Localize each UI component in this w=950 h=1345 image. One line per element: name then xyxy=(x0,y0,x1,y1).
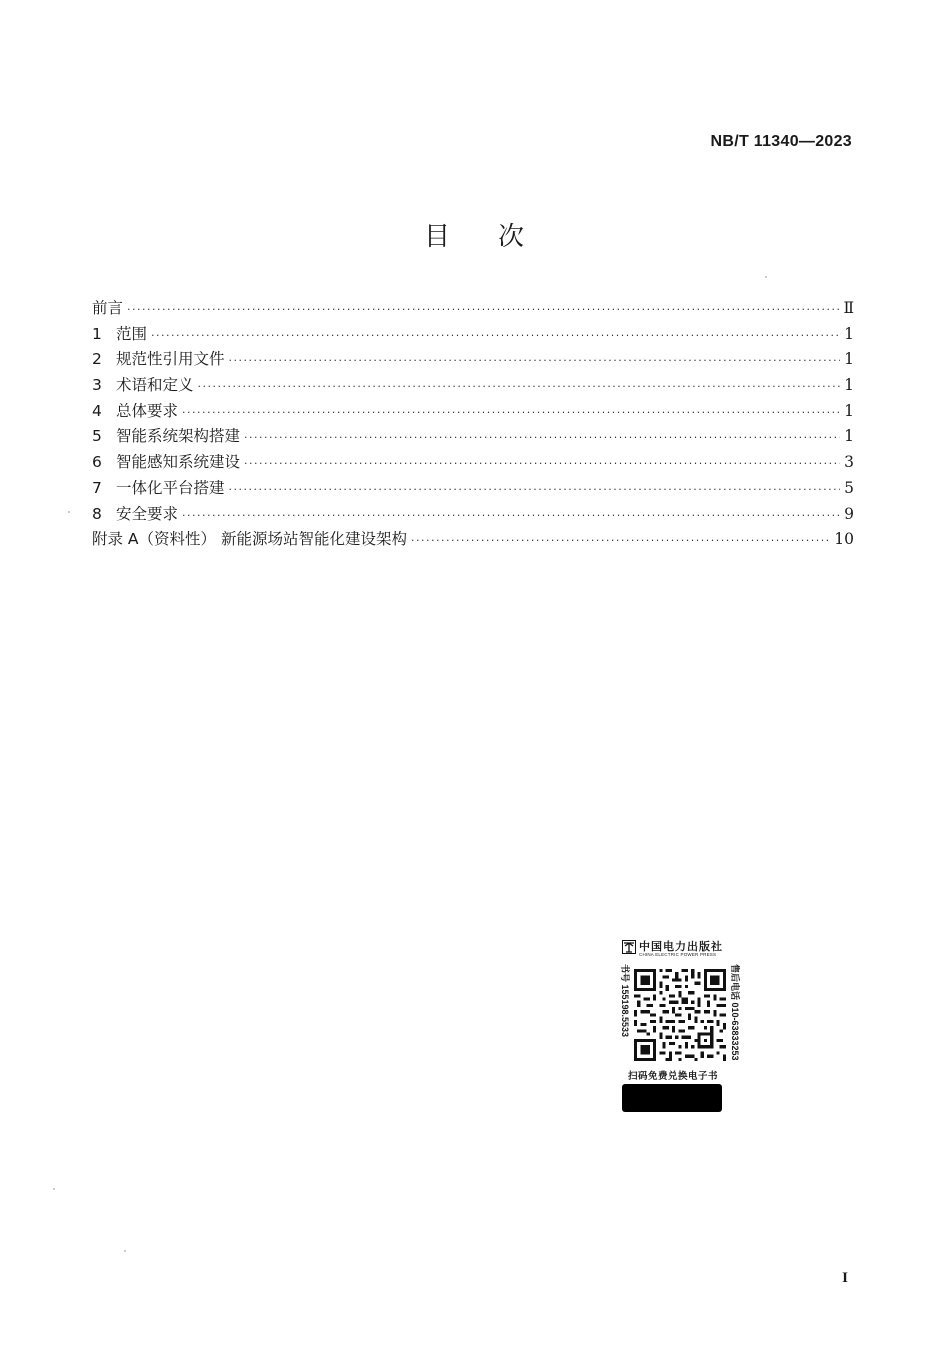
toc-entry-page: 3 xyxy=(844,453,854,472)
toc-entry-7[interactable] xyxy=(92,476,854,502)
toc-entry-4[interactable] xyxy=(92,399,854,425)
page-title xyxy=(0,216,950,253)
scan-speck xyxy=(124,1250,126,1252)
toc-entry-page: 1 xyxy=(844,350,854,369)
toc-entry-label: 总体要求 xyxy=(116,401,179,420)
scan-speck xyxy=(53,1188,55,1190)
toc-entry-label: 一体化平台搭建 xyxy=(116,478,225,497)
toc-leader-dots xyxy=(182,509,840,522)
toc-leader-dots xyxy=(229,483,840,496)
toc-leader-dots xyxy=(127,303,839,316)
scan-speck xyxy=(765,276,767,278)
toc-leader-dots xyxy=(198,380,840,393)
toc-entry-page: 10 xyxy=(834,530,854,549)
toc-entry-label: 规范性引用文件 xyxy=(116,350,225,369)
title-char-2: 次 xyxy=(498,222,527,252)
toc-leader-dots xyxy=(244,457,840,470)
toc-entry-page: 5 xyxy=(844,478,854,497)
toc-entry-6[interactable] xyxy=(92,450,854,476)
toc-entry-5[interactable] xyxy=(92,424,854,450)
scan-speck xyxy=(68,511,70,513)
toc-entry-page: 1 xyxy=(844,401,854,420)
toc-entry-label: 范围 xyxy=(116,324,148,343)
publisher-name-en: CHINA ELECTRIC POWER PRESS xyxy=(639,952,717,957)
toc-entry-label: 智能感知系统建设 xyxy=(116,453,241,472)
toc-entry-appendix-a[interactable] xyxy=(92,527,854,553)
toc-leader-dots xyxy=(151,329,840,342)
toc-entry-number: 6 xyxy=(92,453,102,472)
publisher-logo xyxy=(622,938,744,960)
toc-leader-dots xyxy=(182,406,840,419)
toc-leader-dots xyxy=(411,534,830,547)
toc-entry-8[interactable] xyxy=(92,502,854,528)
toc-entry-number: 4 xyxy=(92,401,102,420)
qr-promo-block xyxy=(614,938,744,1116)
toc-entry-page: Ⅱ xyxy=(843,299,854,317)
toc-entry-label: 智能系统架构搭建 xyxy=(116,427,241,446)
toc-entry-number: 1 xyxy=(92,324,102,343)
standard-code: NB/T 11340—2023 xyxy=(710,133,852,150)
toc-entry-foreword[interactable] xyxy=(92,296,854,322)
toc-entry-label: 术语和定义 xyxy=(116,376,194,395)
toc-leader-dots xyxy=(229,354,840,367)
publisher-emblem-icon xyxy=(622,940,636,954)
toc-leader-dots xyxy=(244,431,840,444)
page-number: I xyxy=(842,1270,848,1286)
toc-entry-number: 2 xyxy=(92,350,102,369)
toc-entry-label: 安全要求 xyxy=(116,504,179,523)
toc-entry-number: 8 xyxy=(92,504,102,523)
toc-entry-2[interactable] xyxy=(92,347,854,373)
sales-phone: 售后电话 010-63833253 xyxy=(730,964,740,1061)
toc-entry-label: 前言 xyxy=(92,299,124,317)
qr-code-icon[interactable] xyxy=(634,966,726,1064)
toc-entry-1[interactable] xyxy=(92,322,854,348)
toc-entry-page: 1 xyxy=(844,324,854,343)
publisher-name-cn: 中国电力出版社 xyxy=(639,940,723,953)
toc-entry-label: 附录 A（资料性） 新能源场站智能化建设架构 xyxy=(92,530,407,549)
toc-entry-number: 5 xyxy=(92,427,102,446)
toc-entry-page: 1 xyxy=(844,427,854,446)
toc-entry-number: 7 xyxy=(92,478,102,497)
book-number-vertical xyxy=(618,964,632,1068)
toc-entry-page: 1 xyxy=(844,376,854,395)
qr-caption: 扫码免费兑换电子书 xyxy=(628,1071,719,1082)
book-number: 书号 155198.5533 xyxy=(620,964,630,1038)
table-of-contents xyxy=(92,296,854,553)
redacted-code-bar xyxy=(622,1084,722,1112)
toc-entry-number: 3 xyxy=(92,376,102,395)
sales-phone-vertical xyxy=(728,964,742,1068)
toc-entry-3[interactable] xyxy=(92,373,854,399)
toc-entry-page: 9 xyxy=(844,504,854,523)
title-char-1: 目 xyxy=(423,222,452,252)
